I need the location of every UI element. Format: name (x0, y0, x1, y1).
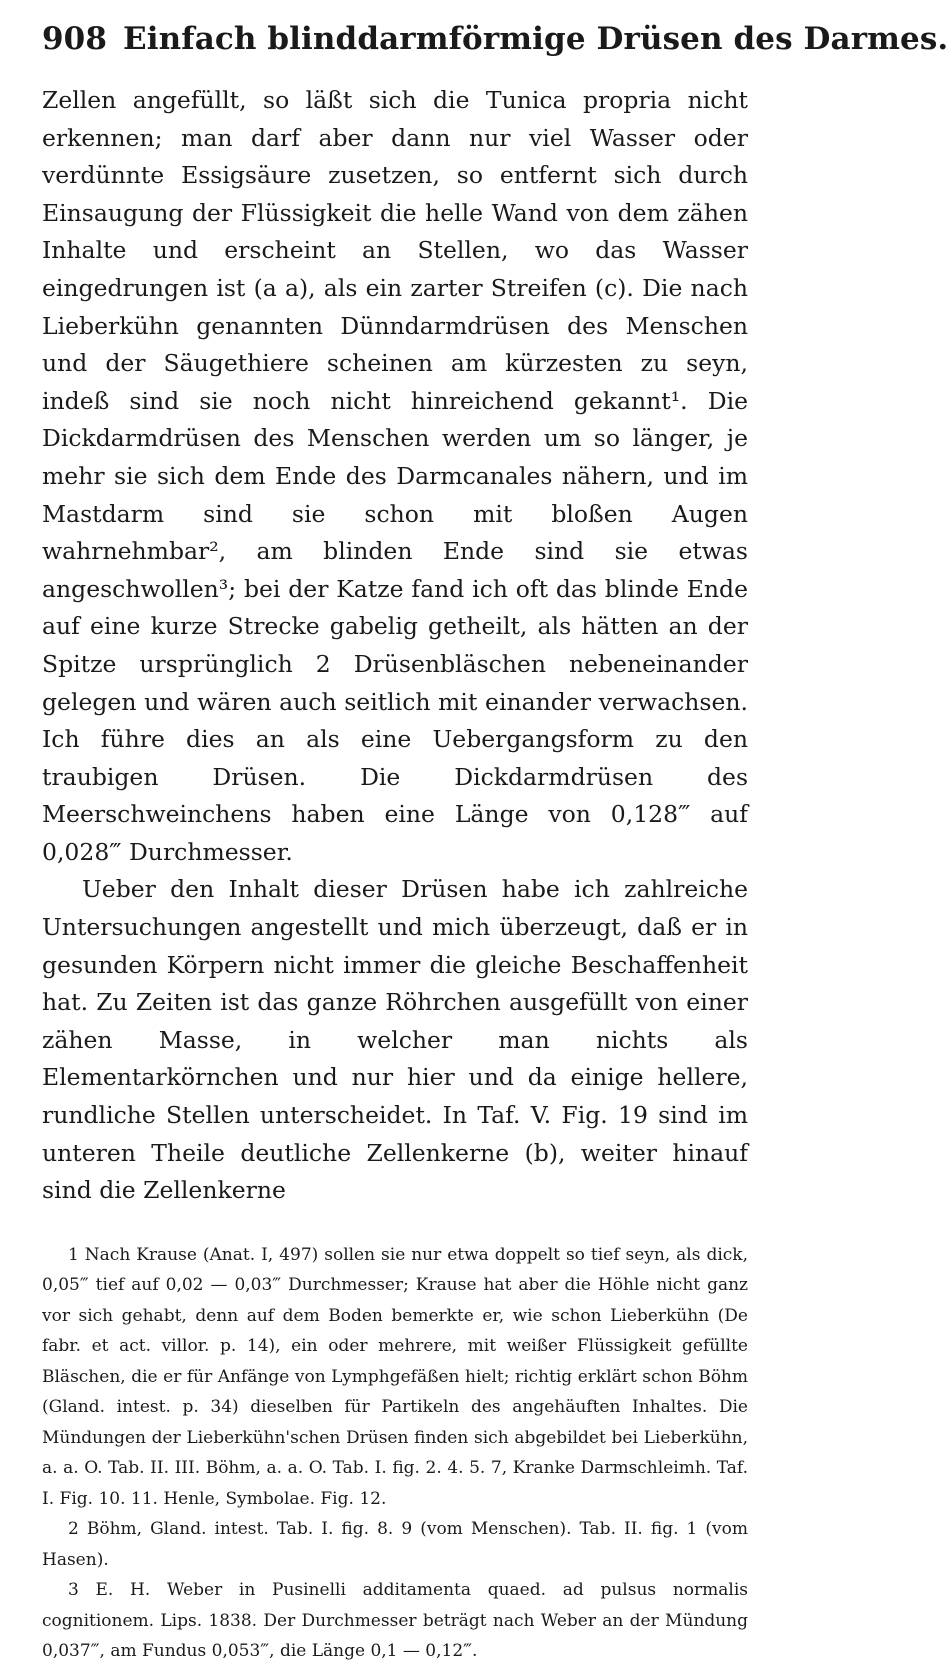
running-header (42, 20, 948, 58)
footnote-3: 3 E. H. Weber in Pusinelli additamenta quaed. ad pulsus normalis cognitionem. Lips. 1838. Der Durchmesser beträgt nach Weber an der Mündung 0,037‴, am Fundus 0,053‴, die Länge 0,1 — 0,12‴. (42, 1580, 748, 1662)
footnotes (42, 1240, 748, 1667)
footnote-1: 1 Nach Krause (Anat. I, 497) sollen sie nur etwa doppelt so tief seyn, als dick, 0,05‴ tief auf 0,02 — 0,03‴ Durchmesser; Krause hat aber die Höhle nicht ganz vor sich gehabt, denn auf dem Boden bemerkte er, wie schon Lieberkühn (De fabr. et act. villor. p. 14), ein oder mehrere, mit weißer Flüssigkeit gefüllte Bläschen, die er für Anfänge von Lymphgefäßen hielt; richtig erklärt schon Böhm (Gland. intest. p. 34) dieselben für Partikeln des angehäuften Inhaltes. Die Mündungen der Lieberkühn'schen Drüsen finden sich abgebildet bei Lieberkühn, a. a. O. Tab. II. III. Böhm, a. a. O. Tab. I. fig. 2. 4. 5. 7, Kranke Darmschleimh. Taf. I. Fig. 10. 11. Henle, Symbolae. Fig. 12. (42, 1244, 748, 1509)
main-text (42, 82, 748, 1210)
paragraph: Zellen angefüllt, so läßt sich die Tunica propria nicht erkennen; man darf aber dann nur viel Wasser oder verdünnte Essigsäure zusetzen, so entfernt sich durch Einsaugung der Flüssigkeit die helle Wand von dem zähen Inhalte und erscheint an Stellen, wo das Wasser eingedrungen ist (a a), als ein zarter Streifen (c). Die nach Lieberkühn genannten Dünndarmdrüsen des Menschen und der Säugethiere scheinen am kürzesten zu seyn, indeß sind sie noch nicht hinreichend gekannt¹. Die Dickdarmdrüsen des Menschen werden um so länger, je mehr sie sich dem Ende des Darmcanales nähern, und im Mastdarm sind sie schon mit bloßen Augen wahrnehmbar², am blinden Ende sind sie etwas angeschwollen³; bei der Katze fand ich oft das blinde Ende auf eine kurze Strecke gabelig getheilt, als hätten an der Spitze ursprünglich 2 Drüsenbläschen nebeneinander gelegen und wären auch seitlich mit einander verwachsen. Ich führe dies an als eine Uebergangsform zu den traubigen Drüsen. Die Dickdarmdrüsen des Meerschweinchens haben eine Länge von 0,128‴ auf 0,028‴ Durchmesser. (42, 86, 748, 866)
running-title: Einfach blinddarmförmige Drüsen des Darmes. (123, 21, 948, 57)
footnote-2: 2 Böhm, Gland. intest. Tab. I. fig. 8. 9 (vom Menschen). Tab. II. fig. 1 (vom Hasen). (42, 1519, 748, 1570)
paragraph: Ueber den Inhalt dieser Drüsen habe ich zahlreiche Untersuchungen angestellt und mich überzeugt, daß er in gesunden Körpern nicht immer die gleiche Beschaffenheit hat. Zu Zeiten ist das ganze Röhrchen ausgefüllt von einer zähen Masse, in welcher man nichts als Elementarkörnchen und nur hier und da einige hellere, rundliche Stellen unterscheidet. In Taf. V. Fig. 19 sind im unteren Theile deutliche Zellenkerne (b), weiter hinauf sind die Zellenkerne (42, 875, 748, 1205)
page-number: 908 (42, 21, 108, 57)
